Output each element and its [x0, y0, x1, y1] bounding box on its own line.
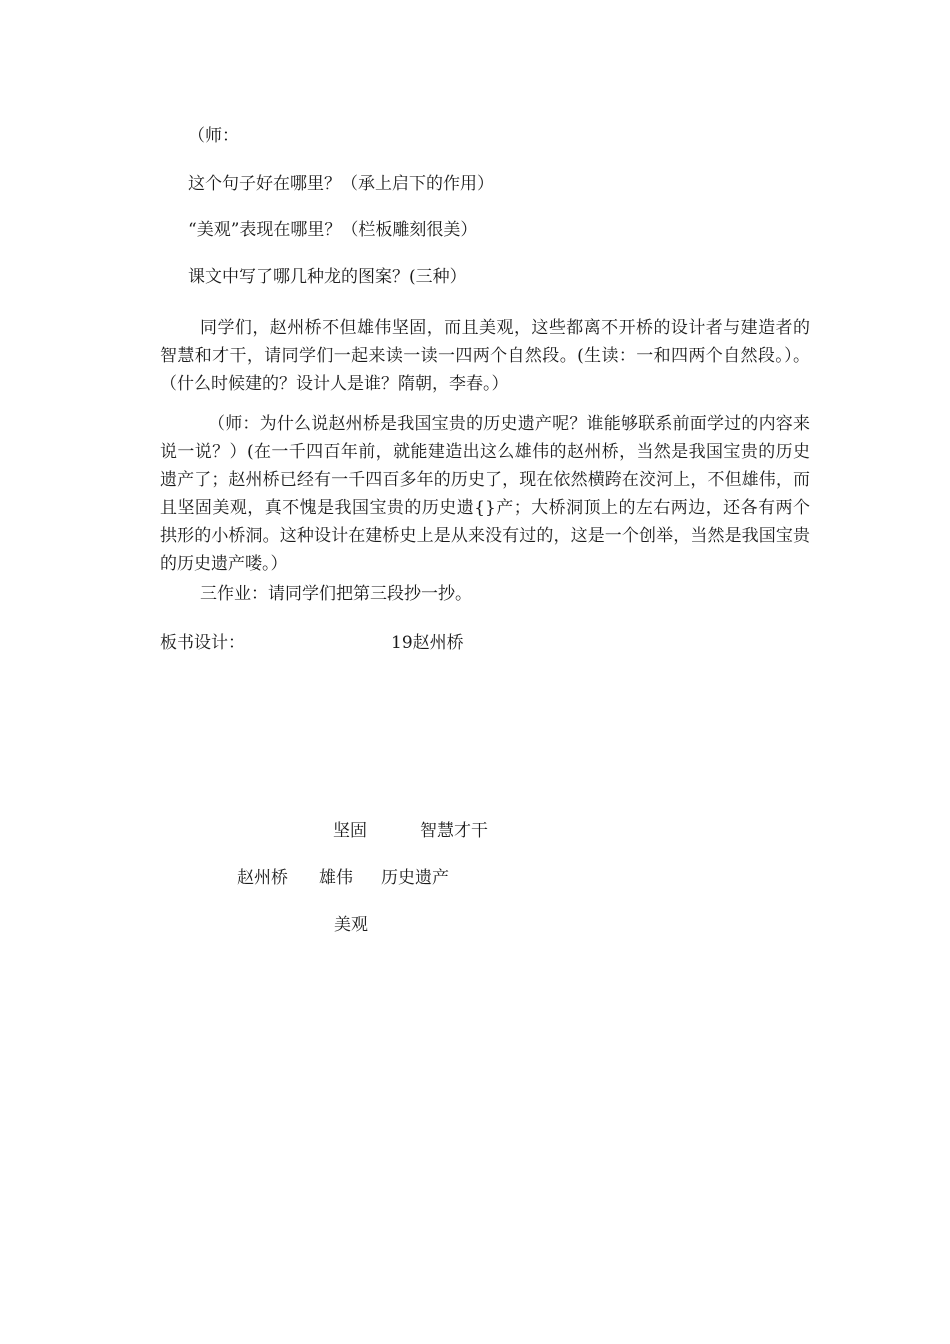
board-item-bridge: 赵州桥: [237, 868, 288, 888]
board-item-majestic: 雄伟: [319, 868, 353, 888]
question-3: 课文中写了哪几种龙的图案？(三种）: [188, 267, 467, 287]
board-item-sturdy: 坚固: [333, 821, 367, 841]
question-1: 这个句子好在哪里？（承上启下的作用）: [188, 174, 494, 194]
question-2: “美观”表现在哪里？（栏板雕刻很美）: [188, 220, 478, 240]
board-item-heritage: 历史遗产: [381, 868, 449, 888]
board-item-beautiful: 美观: [334, 915, 368, 935]
board-title: 19赵州桥: [391, 633, 464, 653]
homework-line: 三作业：请同学们把第三段抄一抄。: [200, 584, 472, 604]
board-label: 板书设计：: [160, 633, 245, 653]
paragraph-intro: 同学们，赵州桥不但雄伟坚固，而且美观，这些都离不开桥的设计者与建造者的智慧和才干，请同学们一起来读一读一四两个自然段。(生读：一和四两个自然段。）。（什么时候建的？设计人是谁？隋朝，李春。）: [160, 318, 810, 394]
paragraph-heritage: （师：为什么说赵州桥是我国宝贵的历史遗产呢？谁能够联系前面学过的内容来说一说？）(在一千四百年前，就能建造出这么雄伟的赵州桥，当然是我国宝贵的历史遗产了；赵州桥已经有一千四百多年的历史了，现在依然横跨在洨河上，不但雄伟，而且坚固美观，真不愧是我国宝贵的历史遗{}产；大桥洞顶上的左右两边，还各有两个拱形的小桥洞。这种设计在建桥史上是从来没有过的，这是一个创举，当然是我国宝贵的历史遗产喽。）: [160, 414, 810, 574]
board-item-wisdom: 智慧才干: [420, 821, 488, 841]
teacher-prefix: （师：: [188, 126, 239, 146]
